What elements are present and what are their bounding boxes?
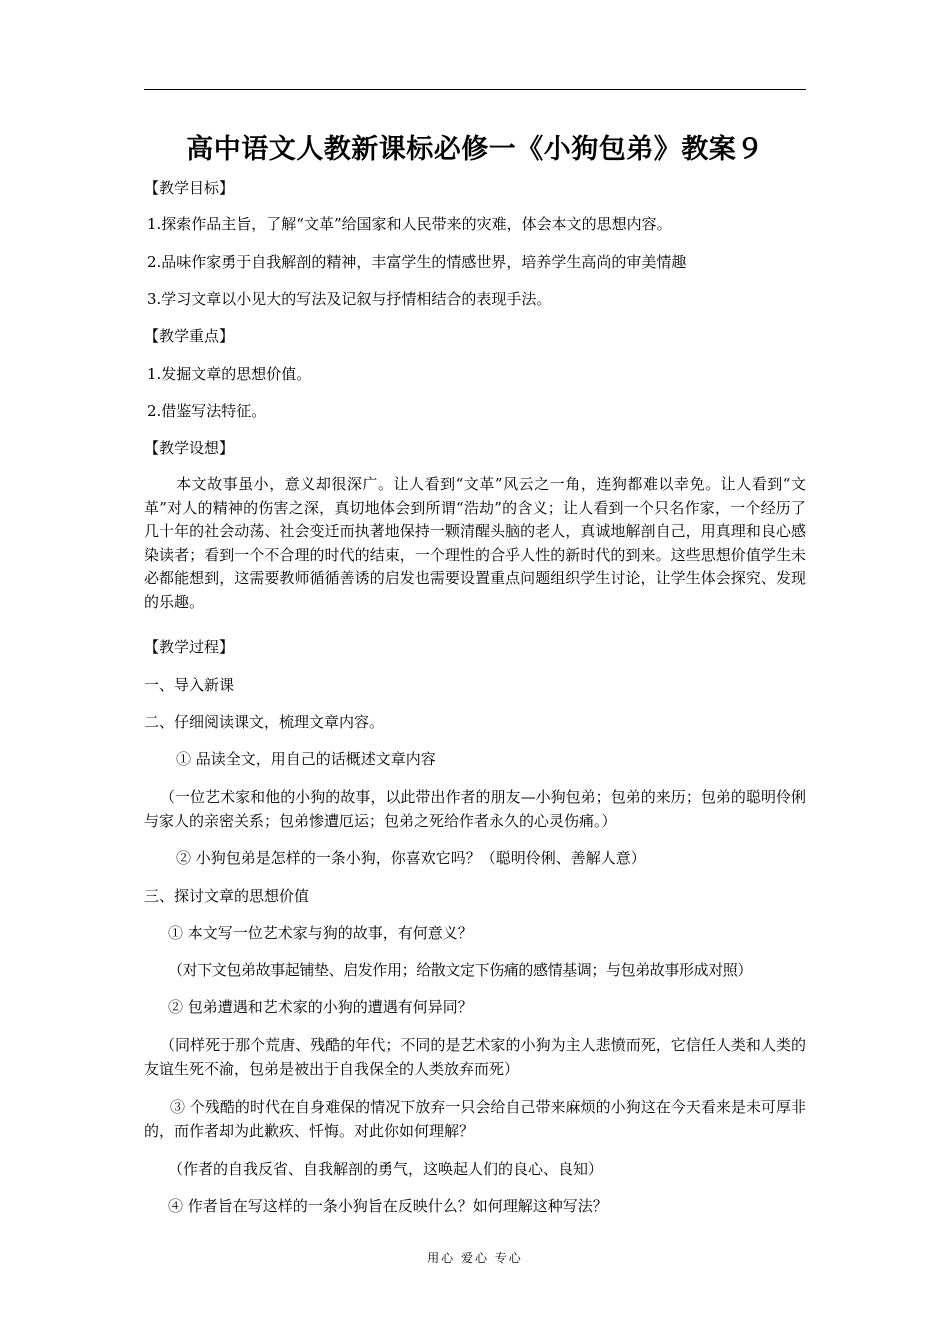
step-3-answer-3: （作者的自我反省、自我解剖的勇气，这唤起人们的良心、良知） bbox=[168, 1160, 604, 1178]
step-3-question-2: ② 包弟遭遇和艺术家的小狗的遭遇有何异同？ bbox=[168, 998, 473, 1016]
step-3: 三、探讨文章的思想价值 bbox=[144, 887, 310, 905]
goal-item-3: 3.学习文章以小见大的写法及记叙与抒情相结合的表现手法。 bbox=[147, 290, 552, 308]
step-3-question-4: ④ 作者旨在写这样的一条小狗旨在反映什么？如何理解这种写法？ bbox=[168, 1197, 608, 1215]
section-heading-process: 【教学过程】 bbox=[144, 638, 235, 656]
step-2-answer-1: （一位艺术家和他的小狗的故事，以此带出作者的朋友—小狗包弟；包弟的来历；包弟的聪明伶俐与家人的亲密关系；包弟惨遭厄运；包弟之死给作者永久的心灵伤痛。） bbox=[144, 788, 806, 830]
header-rule bbox=[144, 89, 806, 90]
step-3-question-1: ① 本文写一位艺术家与狗的故事，有何意义？ bbox=[168, 924, 473, 942]
step-1: 一、导入新课 bbox=[144, 676, 235, 694]
section-heading-focus: 【教学重点】 bbox=[144, 327, 235, 345]
section-heading-goals: 【教学目标】 bbox=[144, 179, 235, 197]
focus-item-2: 2.借鉴写法特征。 bbox=[147, 402, 267, 420]
step-3-question-3: ③ 个残酷的时代在自身难保的情况下放弃一只会给自己带来麻烦的小狗这在今天看来是未可厚非的，而作者却为此歉疚、忏悔。对此你如何理解？ bbox=[144, 1098, 806, 1140]
page-footer: 用心 爱心 专心 bbox=[427, 1251, 523, 1265]
page-title: 高中语文人教新课标必修一《小狗包弟》教案９ bbox=[186, 134, 764, 165]
step-2-question-2: ② 小狗包弟是怎样的一条小狗，你喜欢它吗？（聪明伶俐、善解人意） bbox=[176, 849, 646, 867]
focus-item-1: 1.发掘文章的思想价值。 bbox=[147, 365, 312, 383]
step-3-answer-2: （同样死于那个荒唐、残酷的年代；不同的是艺术家的小狗为主人悲愤而死，它信任人类和人类的友谊生死不渝，包弟是被出于自我保全的人类放弃而死） bbox=[144, 1036, 806, 1078]
step-2: 二、仔细阅读课文，梳理文章内容。 bbox=[144, 713, 385, 731]
section-heading-idea: 【教学设想】 bbox=[144, 439, 235, 457]
goal-item-2: 2.品味作家勇于自我解剖的精神，丰富学生的情感世界，培养学生高尚的审美情趣 bbox=[147, 253, 687, 271]
step-3-answer-1: （对下文包弟故事起铺垫、启发作用；给散文定下伤痛的感情基调；与包弟故事形成对照） bbox=[168, 961, 753, 979]
goal-item-1: 1.探索作品主旨，了解“文革”给国家和人民带来的灾难，体会本文的思想内容。 bbox=[147, 215, 672, 233]
idea-paragraph: 本文故事虽小，意义却很深广。让人看到“文革”风云之一角，连狗都难以幸免。让人看到“文革”对人的精神的伤害之深，真切地体会到所谓“浩劫”的含义；让人看到一个只名作家，一个经历了 几十年的社会动荡、社会变迁而执著地保持一颗清醒头脑的老人，真诚地解剖自己，用真理和良心感染读者；看到一个不合理的时代的结束，一个理性的合乎人性的新时代的到来。这些思想价值学生未必都能想到，这需要教师循循善诱的启发也需要设置重点问题组织学生讨论，让学生体会探究、发现的乐趣。 bbox=[144, 475, 806, 611]
step-2-question-1: ① 品读全文，用自己的话概述文章内容 bbox=[176, 750, 436, 768]
